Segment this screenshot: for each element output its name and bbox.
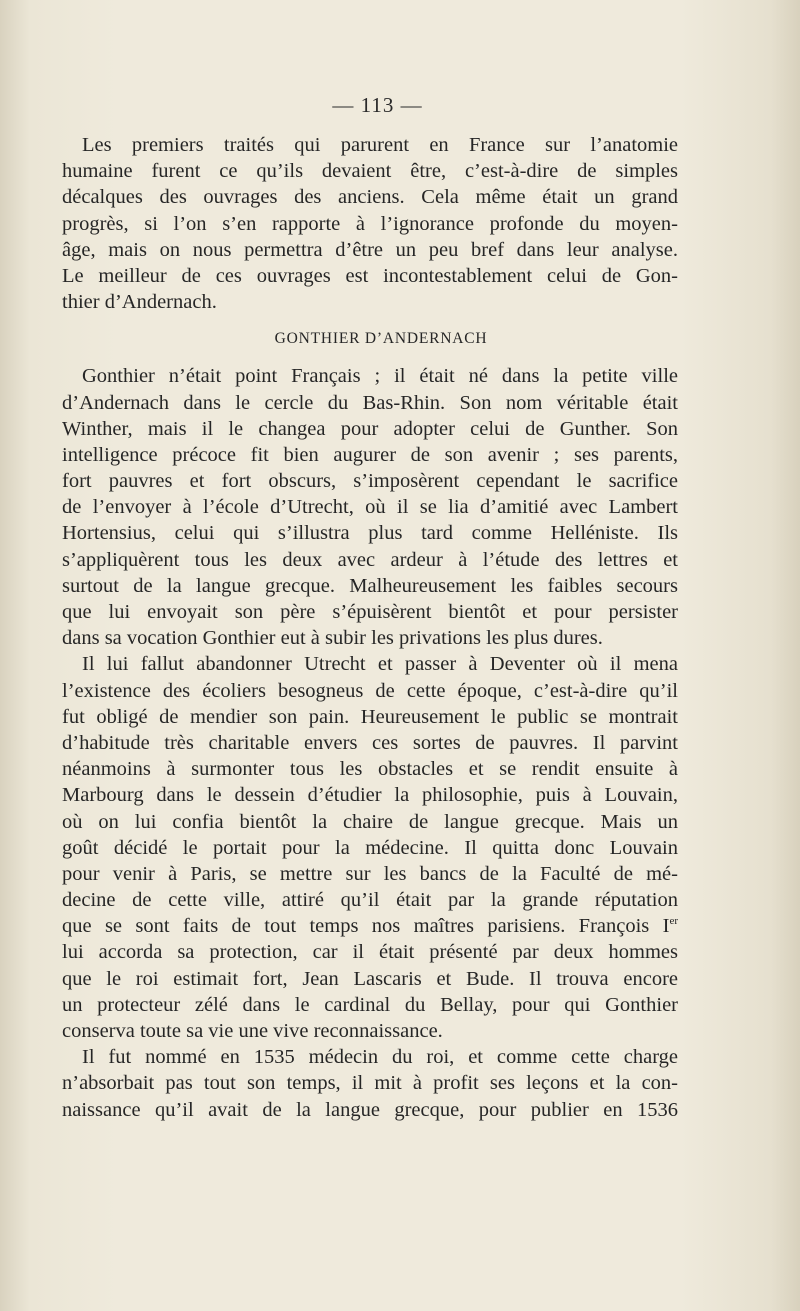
text-line: néanmoins à surmonter tous les obstacles et se rendit ensuite à: [62, 758, 678, 781]
text-line: âge, mais on nous permettra d’être un peu bref dans leur analyse.: [62, 238, 678, 261]
text-line: un protecteur zélé dans le cardinal du Bellay, pour qui Gonthier: [62, 993, 678, 1016]
text-line: où on lui confia bientôt la chaire de langue grecque. Mais un: [62, 810, 678, 833]
text-line: intelligence précoce fit bien augurer de son avenir ; ses parents,: [62, 443, 678, 466]
text-line: goût décidé le portait pour la médecine. Il quitta donc Louvain: [62, 836, 678, 859]
text-line: Les premiers traités qui parurent en France sur l’anatomie: [82, 134, 678, 156]
text-line: Il fut nommé en 1535 médecin du roi, et comme cette charge: [82, 1046, 678, 1069]
text-line: progrès, si l’on s’en rapporte à l’ignorance profonde du moyen-: [62, 212, 678, 235]
text-line: de l’envoyer à l’école d’Utrecht, où il se lia d’amitié avec Lambert: [62, 496, 678, 519]
text-fragment: que se sont faits de tout temps nos maîtres parisiens. François I: [62, 915, 670, 938]
text-line: que lui envoyait son père s’épuisèrent bientôt et pour persister: [62, 601, 678, 623]
text-line: naissance qu’il avait de la langue grecque, pour publier en 1536: [62, 1098, 678, 1121]
text-line: dans sa vocation Gonthier eut à subir les privations les plus dures.: [62, 627, 603, 650]
text-line: Le meilleur de ces ouvrages est incontestablement celui de Gon-: [62, 264, 678, 287]
text-line: l’existence des écoliers besogneus de cette époque, c’est-à-dire qu’il: [62, 679, 678, 702]
intro-paragraph: [62, 132, 678, 315]
text-line: s’appliquèrent tous les deux avec ardeur à l’étude des lettres et: [62, 548, 678, 571]
section-heading: GONTHIER D’ANDERNACH: [274, 330, 488, 348]
text-line: decine de cette ville, attiré qu’il était par la grande réputation: [62, 889, 678, 912]
text-line: Hortensius, celui qui s’illustra plus tard comme Helléniste. Ils: [62, 522, 678, 545]
text-line: Winther, mais il le changea pour adopter celui de Gunther. Son: [62, 417, 678, 440]
page-number: — 113 —: [332, 93, 423, 117]
superscript: er: [669, 915, 678, 928]
text-line: fort pauvres et fort obscurs, s’imposèrent cependant le sacrifice: [62, 470, 678, 493]
paragraph-1: [62, 363, 678, 651]
text-line: lui accorda sa protection, car il était présenté par deux hommes: [62, 941, 678, 964]
text-line: n’absorbait pas tout son temps, il mit à profit ses leçons et la con-: [62, 1072, 678, 1095]
page-body: [62, 132, 678, 1123]
paragraph-3: [62, 1044, 678, 1123]
text-line: conserva toute sa vie une vive reconnaissance.: [62, 1020, 443, 1042]
text-line: Il lui fallut abandonner Utrecht et passer à Deventer où il mena: [82, 653, 678, 676]
text-line: fut obligé de mendier son pain. Heureusement le public se montrait: [62, 705, 678, 728]
text-line: d’habitude très charitable envers ces sortes de pauvres. Il parvint: [62, 731, 678, 754]
text-line: pour venir à Paris, se mettre sur les bancs de la Faculté de mé-: [62, 862, 678, 885]
text-line: surtout de la langue grecque. Malheureusement les faibles secours: [62, 574, 678, 597]
paragraph-2: [62, 651, 678, 1044]
text-line: décalques des ouvrages des anciens. Cela même était un grand: [62, 186, 678, 209]
text-line-with-superscript: [62, 913, 678, 939]
text-line: thier d’Andernach.: [62, 291, 217, 314]
text-line: humaine furent ce qu’ils devaient être, c’est-à-dire de simples: [62, 160, 678, 183]
text-line: Marbourg dans le dessein d’étudier la philosophie, puis à Louvain,: [62, 784, 678, 807]
text-line: Gonthier n’était point Français ; il était né dans la petite ville: [82, 365, 678, 388]
text-line: que le roi estimait fort, Jean Lascaris et Bude. Il trouva encore: [62, 967, 678, 990]
text-line: d’Andernach dans le cercle du Bas-Rhin. Son nom véritable était: [62, 391, 678, 414]
